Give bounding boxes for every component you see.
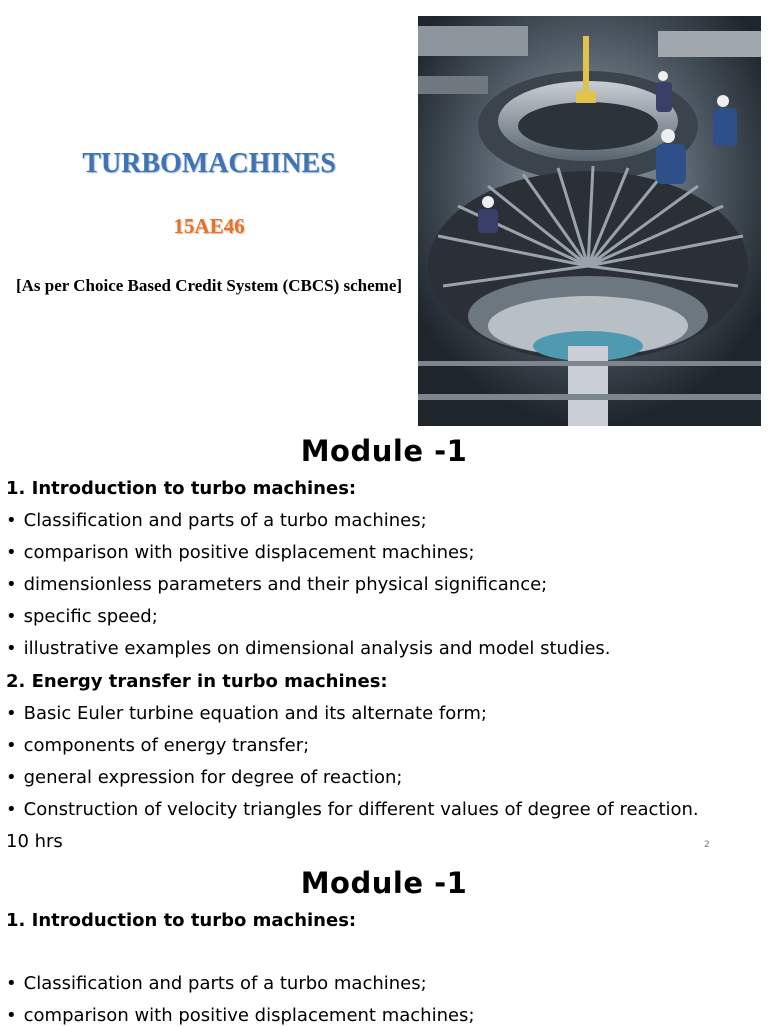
page-number: 2 — [704, 840, 710, 850]
section-heading: 1. Introduction to turbo machines: — [6, 910, 357, 931]
course-code: 15AE46 — [173, 214, 245, 238]
module-title: Module -1 — [300, 434, 468, 468]
list-item: • components of energy transfer; — [6, 735, 309, 756]
module-title: Module -1 — [300, 866, 468, 900]
list-item: • Classification and parts of a turbo machines; — [6, 510, 427, 531]
list-item: • Basic Euler turbine equation and its alternate form; — [6, 703, 487, 724]
list-item: • illustrative examples on dimensional analysis and model studies. — [6, 638, 611, 659]
list-item: • general expression for degree of reaction; — [6, 767, 402, 788]
hours-text: 10 hrs — [6, 831, 63, 852]
course-title: TURBOMACHINES — [82, 148, 336, 179]
list-item: • dimensionless parameters and their physical significance; — [6, 574, 547, 595]
scheme-text: [As per Choice Based Credit System (CBCS) scheme] — [15, 276, 403, 295]
list-item: • comparison with positive displacement machines; — [6, 1005, 475, 1026]
list-item: • Classification and parts of a turbo machines; — [6, 973, 427, 994]
title-slide — [0, 0, 768, 432]
turbine-photo — [418, 16, 761, 426]
list-item: • Construction of velocity triangles for different values of degree of reaction. — [6, 799, 699, 820]
section-heading: 2. Energy transfer in turbo machines: — [6, 671, 388, 692]
list-item: • comparison with positive displacement machines; — [6, 542, 475, 563]
list-item: • specific speed; — [6, 606, 158, 627]
turbine-photo-illustration — [418, 16, 761, 426]
section-heading: 1. Introduction to turbo machines: — [6, 478, 357, 499]
